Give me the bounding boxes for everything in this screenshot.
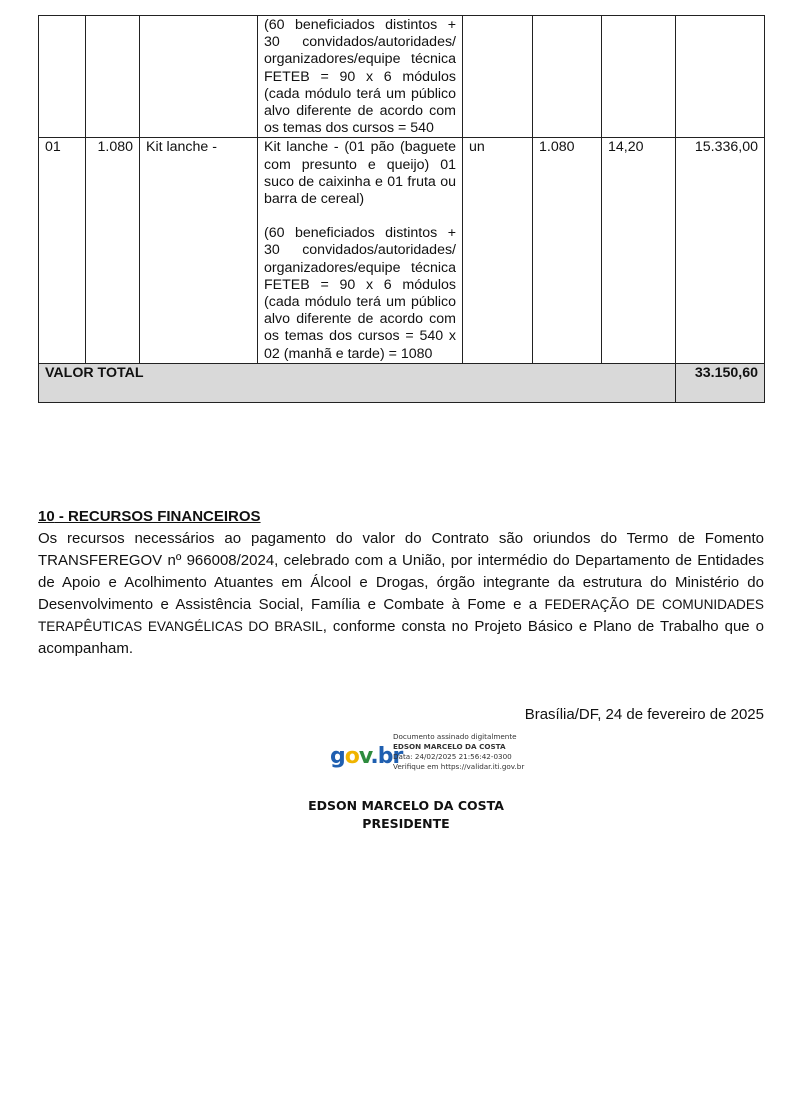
description-detail: (60 beneficiados distintos + 30 convidados/autoridades/ organizadores/equipe técnica FETEB = 90 x 6 módulos (cada módulo terá um público alvo diferente de acordo com os temas dos cursos = 540 x 02 (manhã e tarde) = 1080 xyxy=(264,225,456,362)
signer-block xyxy=(0,797,812,833)
cell-empty xyxy=(140,16,258,138)
paragraph-text: Os recursos necessários ao pagamento do valor do Contrato são oriundos do Termo de Fomento TRANSFEREGOV nº 966008/2024, celebrado com a União, por intermédio do Departamento de Entidades de Apoio e Acolhimento Atuantes em Álcool e Drogas, órgão integrante da estrutura do Ministério do Desenvolvimento e Assistência Social, Família e Combate à Fome e a xyxy=(38,530,764,613)
section-number: 10 xyxy=(38,508,55,525)
signer-name: EDSON MARCELO DA COSTA xyxy=(308,798,504,813)
digital-signature-stamp xyxy=(330,728,550,780)
total-value: 33.150,60 xyxy=(676,363,765,402)
description-text: Kit lanche - (01 pão (baguete com presunto e queijo) 01 suco de caixinha e 01 fruta ou barra de cereal) xyxy=(264,139,456,208)
table-row-continuation xyxy=(39,16,765,138)
cell-description xyxy=(258,138,463,363)
signer-role: PRESIDENTE xyxy=(362,816,450,831)
cell-unit: un xyxy=(463,138,533,363)
cell-empty xyxy=(86,16,140,138)
cell-name: Kit lanche - xyxy=(140,138,258,363)
cell-description-continuation: (60 beneficiados distintos + 30 convidados/autoridades/ organizadores/equipe técnica FETEB = 90 x 6 módulos (cada módulo terá um público alvo diferente de acordo com os temas dos cursos = 540 xyxy=(258,16,463,138)
cell-empty xyxy=(463,16,533,138)
signature-line1: Documento assinado digitalmente xyxy=(393,732,517,741)
section-heading xyxy=(38,506,764,528)
cell-unit-price: 14,20 xyxy=(602,138,676,363)
cell-empty xyxy=(39,16,86,138)
paragraph-text-end: , conforme consta no Projeto Básico e Plano de Trabalho que o acompanham. xyxy=(38,618,764,657)
cell-quantity: 1.080 xyxy=(86,138,140,363)
signature-date: Data: 24/02/2025 21:56:42-0300 xyxy=(393,752,512,761)
signature-details xyxy=(393,732,524,772)
cell-empty xyxy=(602,16,676,138)
section-title: - RECURSOS FINANCEIROS xyxy=(54,508,261,525)
section-paragraph xyxy=(38,528,764,660)
cell-empty xyxy=(533,16,602,138)
cell-unit-quantity: 1.080 xyxy=(533,138,602,363)
signature-name: EDSON MARCELO DA COSTA xyxy=(393,742,506,751)
table-row xyxy=(39,138,765,363)
cell-total: 15.336,00 xyxy=(676,138,765,363)
table-total-row xyxy=(39,363,765,402)
section-financial-resources xyxy=(38,506,764,660)
cell-empty xyxy=(676,16,765,138)
place-date: Brasília/DF, 24 de fevereiro de 2025 xyxy=(524,706,764,723)
cell-item: 01 xyxy=(39,138,86,363)
govbr-logo: gov.br xyxy=(330,744,403,769)
items-table xyxy=(38,15,765,403)
total-label: VALOR TOTAL xyxy=(39,363,676,402)
signature-verify: Verifique em https://validar.iti.gov.br xyxy=(393,762,525,771)
organization-name: FEDERAÇÃO DE COMUNIDADES TERAPÊUTICAS EVANGÉLICAS DO BRASIL xyxy=(38,597,764,634)
